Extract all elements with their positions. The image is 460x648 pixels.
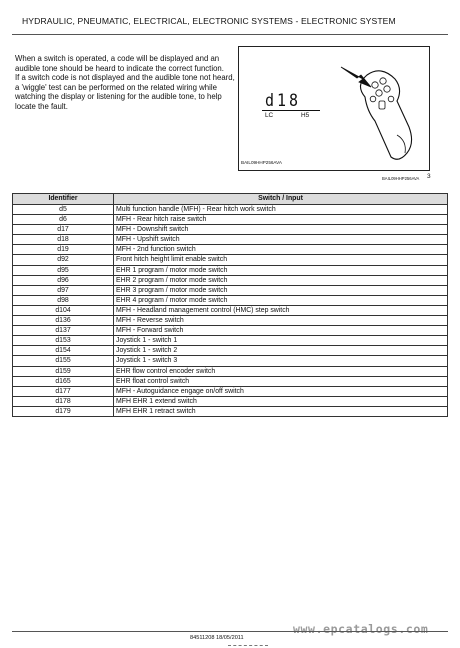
intro-text — [15, 54, 237, 112]
display-label-right: H5 — [301, 112, 310, 119]
identifier-cell: d136 — [13, 316, 114, 326]
page-header-title: HYDRAULIC, PNEUMATIC, ELECTRICAL, ELECTRONIC SYSTEMS - ELECTRONIC SYSTEM — [22, 16, 396, 26]
identifier-cell: d153 — [13, 336, 114, 346]
switch-input-cell: MFH - Rear hitch raise switch — [114, 215, 448, 225]
identifier-cell: d165 — [13, 376, 114, 386]
display-label-left: LC — [265, 112, 274, 119]
switch-input-cell: EHR float control switch — [114, 376, 448, 386]
table-row — [13, 245, 448, 255]
table-row — [13, 366, 448, 376]
switch-input-cell: MFH EHR 1 extend switch — [114, 396, 448, 406]
switch-input-cell: Joystick 1 - switch 1 — [114, 336, 448, 346]
switch-input-cell: MFH - 2nd function switch — [114, 245, 448, 255]
table-row — [13, 205, 448, 215]
intro-paragraph-2: If a switch code is not displayed and the audible tone not heard, a 'wiggle' test can be performed on the related wiring while watching the display or listening for the audible tone, to help locate the fault. — [15, 73, 235, 111]
identifier-cell: d19 — [13, 245, 114, 255]
identifier-cell: d97 — [13, 285, 114, 295]
identifier-cell: d177 — [13, 386, 114, 396]
table-row — [13, 275, 448, 285]
table-row — [13, 295, 448, 305]
table-row — [13, 305, 448, 315]
identifier-cell: d92 — [13, 255, 114, 265]
table-row — [13, 326, 448, 336]
identifier-cell: d159 — [13, 366, 114, 376]
identifier-cell: d179 — [13, 406, 114, 416]
identifier-cell: d155 — [13, 356, 114, 366]
switch-input-cell: EHR 1 program / motor mode switch — [114, 265, 448, 275]
switch-input-cell: MFH - Forward switch — [114, 326, 448, 336]
identifier-cell: d178 — [13, 396, 114, 406]
switch-input-cell: MFH - Upshift switch — [114, 235, 448, 245]
identifier-cell: d137 — [13, 326, 114, 336]
table-row — [13, 285, 448, 295]
switch-input-cell: MFH - Downshift switch — [114, 225, 448, 235]
table-row — [13, 225, 448, 235]
switch-input-cell: EHR 3 program / motor mode switch — [114, 285, 448, 295]
watermark-text: www.epcatalogs.com — [293, 622, 429, 636]
switch-input-cell: MFH EHR 1 retract switch — [114, 406, 448, 416]
table-body — [13, 205, 448, 417]
switch-display-figure — [238, 46, 434, 182]
footer-divider — [12, 631, 448, 632]
table-row — [13, 396, 448, 406]
switch-input-cell: MFH - Reverse switch — [114, 316, 448, 326]
switch-input-cell: MFH - Headland management control (HMC) step switch — [114, 305, 448, 315]
table-row — [13, 346, 448, 356]
table-row — [13, 255, 448, 265]
table-row — [13, 336, 448, 346]
identifier-cell: d17 — [13, 225, 114, 235]
identifier-cell: d104 — [13, 305, 114, 315]
joystick-handle-illustration — [335, 57, 427, 169]
table-row — [13, 215, 448, 225]
intro-paragraph-1: When a switch is operated, a code will be displayed and an audible tone should be heard to indicate the correct function. — [15, 54, 224, 73]
identifier-cell: d6 — [13, 215, 114, 225]
document-reference: 84511208 18/05/2011 — [190, 635, 244, 641]
switch-input-cell: Joystick 1 - switch 3 — [114, 356, 448, 366]
column-header-identifier: Identifier — [13, 194, 114, 205]
display-divider — [262, 110, 320, 111]
identifier-cell: d154 — [13, 346, 114, 356]
page-number-cutoff — [228, 645, 268, 646]
figure-image-code-outer: BAIL09HHP256AVA — [382, 176, 420, 181]
switch-input-cell: Multi function handle (MFH) - Rear hitch work switch — [114, 205, 448, 215]
table-row — [13, 386, 448, 396]
switch-input-cell: MFH - Autoguidance engage on/off switch — [114, 386, 448, 396]
switch-input-cell: EHR 4 program / motor mode switch — [114, 295, 448, 305]
identifier-cell: d5 — [13, 205, 114, 215]
table-row — [13, 316, 448, 326]
switch-input-cell: EHR flow control encoder switch — [114, 366, 448, 376]
switch-input-cell: Front hitch height limit enable switch — [114, 255, 448, 265]
switch-input-cell: Joystick 1 - switch 2 — [114, 346, 448, 356]
identifier-cell: d95 — [13, 265, 114, 275]
header-divider — [12, 34, 448, 35]
table-row — [13, 235, 448, 245]
column-header-switch-input: Switch / Input — [114, 194, 448, 205]
identifier-cell: d98 — [13, 295, 114, 305]
switch-input-cell: EHR 2 program / motor mode switch — [114, 275, 448, 285]
switch-code-table — [12, 193, 448, 417]
table-header-row — [13, 194, 448, 205]
table-row — [13, 376, 448, 386]
identifier-cell: d96 — [13, 275, 114, 285]
figure-number: 3 — [427, 173, 431, 180]
identifier-cell: d18 — [13, 235, 114, 245]
figure-frame — [238, 46, 430, 171]
table-row — [13, 356, 448, 366]
figure-image-code: BAIL09HHP256AVA — [241, 160, 282, 165]
table-row — [13, 406, 448, 416]
table-row — [13, 265, 448, 275]
display-code-readout: d18 — [265, 89, 302, 111]
